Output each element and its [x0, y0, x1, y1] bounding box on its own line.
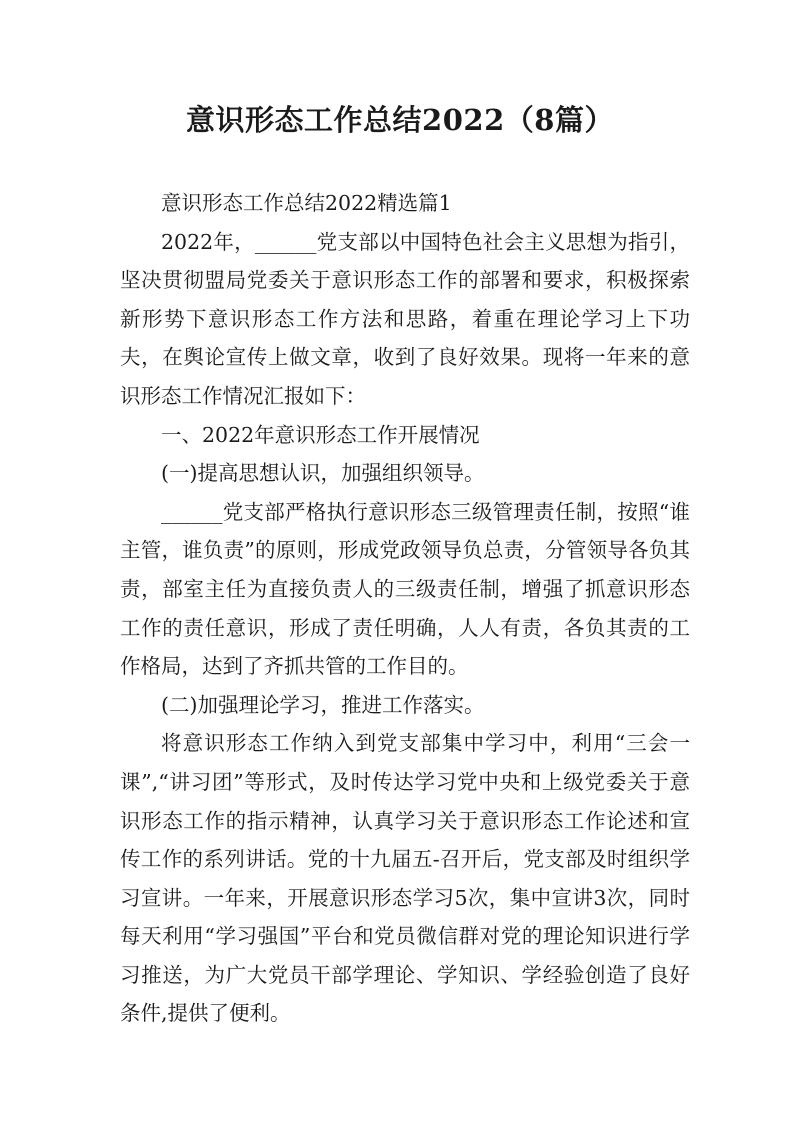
subheading-1: (一)提高思想认识，加强组织领导。 — [161, 461, 485, 486]
document-title: 意识形态工作总结2022（8篇） — [186, 103, 614, 137]
paragraph-study: 将意识形态工作纳入到党支部集中学习中，利用“三会一课”,“讲习团”等形式，及时传达学习党中央和上级党委关于意识形态工作的指示精神，认真学习关于意识形态工作论述和宣传工作的系列讲话。党的十九届五-召开后，党支部及时组织学习宣讲。一年来，开展意识形态学习5次，集中宣讲3次，同时每天利用“学习强国”平台和党员微信群对党的理论知识进行学习推送，为广大党员干部学理论、学知识、学经验创造了良好条件,提供了便利。 — [120, 731, 690, 1026]
document-body — [120, 184, 690, 1033]
subheading-2: (二)加强理论学习，推进工作落实。 — [161, 692, 485, 717]
paragraph-responsibility: ______党支部严格执行意识形态三级管理责任制，按照“谁主管，谁负责”的原则，形成党政领导负总责，分管领导各负其责，部室主任为直接负责人的三级责任制，增强了抓意识形态工作的责任意识，形成了责任明确，人人有责，各负其责的工作格局，达到了齐抓共管的工作目的。 — [120, 499, 690, 679]
section-heading-article: 意识形态工作总结2022精选篇1 — [161, 191, 452, 215]
section-heading-1: 一、2022年意识形态工作开展情况 — [161, 422, 480, 447]
intro-paragraph: 2022年，______党支部以中国特色社会主义思想为指引，坚决贯彻盟局党委关于意识形态工作的部署和要求，积极探索新形势下意识形态工作方法和思路，着重在理论学习上下功夫，在舆论宣传上做文章，收到了良好效果。现将一年来的意识形态工作情况汇报如下： — [120, 229, 690, 408]
